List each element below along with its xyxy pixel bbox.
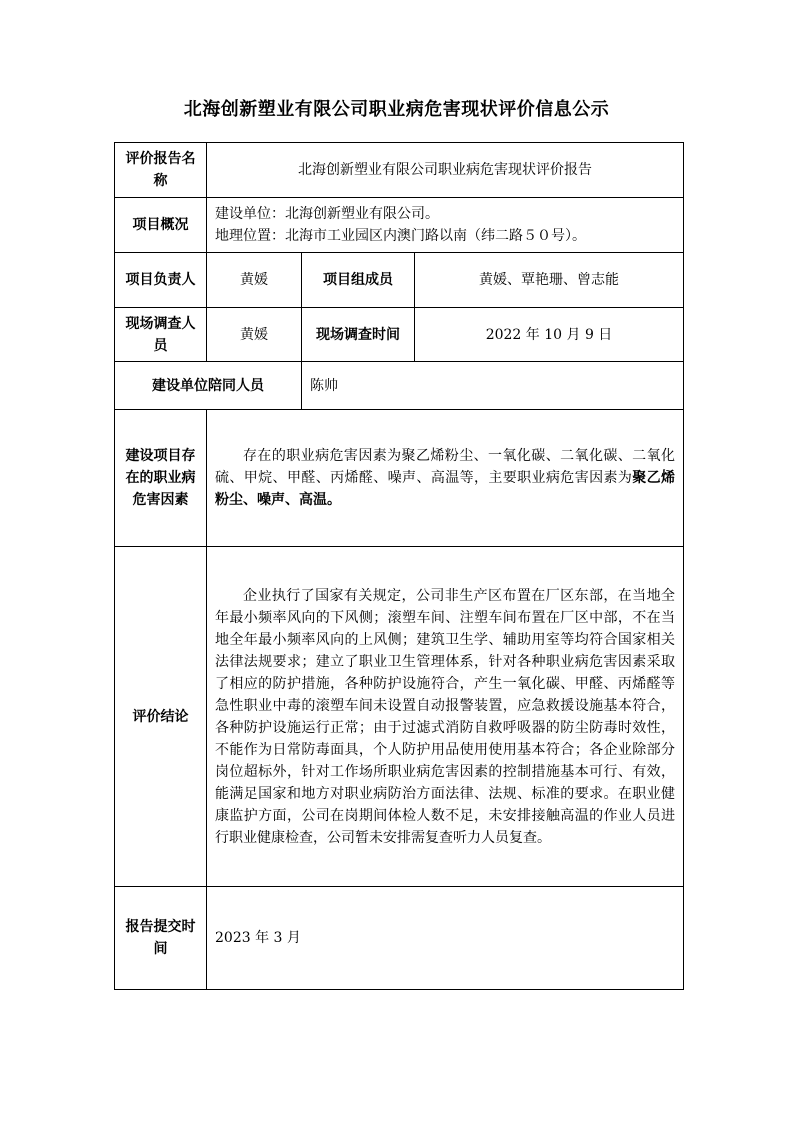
escort-label: 建设单位陪同人员 bbox=[115, 362, 302, 410]
row-overview bbox=[115, 198, 684, 253]
members-value: 黄媛、覃艳珊、曾志能 bbox=[415, 253, 684, 308]
row-hazards bbox=[115, 410, 684, 547]
overview-value bbox=[207, 198, 684, 253]
overview-line-1: 建设单位：北海创新塑业有限公司。 bbox=[215, 206, 439, 222]
report-name-label: 评价报告名称 bbox=[115, 143, 207, 198]
overview-line-2: 地理位置：北海市工业园区内澳门路以南（纬二路５０号）。 bbox=[215, 228, 586, 244]
row-submit bbox=[115, 887, 684, 990]
row-escort bbox=[115, 362, 684, 410]
row-survey bbox=[115, 308, 684, 362]
lead-label: 项目负责人 bbox=[115, 253, 207, 308]
members-label: 项目组成员 bbox=[302, 253, 415, 308]
hazards-main: 聚乙烯粉尘、噪声、高温。 bbox=[215, 470, 676, 508]
hazards-text: 存在的职业病危害因素为聚乙烯粉尘、一氧化碳、二氧化碳、二氧化硫、甲烷、甲醛、丙烯醛、噪声、高温等，主要职业病危害因素为 bbox=[215, 448, 676, 486]
page-title: 北海创新塑业有限公司职业病危害现状评价信息公示 bbox=[183, 99, 610, 120]
row-conclusion bbox=[115, 547, 684, 887]
lead-value: 黄媛 bbox=[207, 253, 302, 308]
survey-value: 黄媛 bbox=[207, 308, 302, 362]
conclusion-value: 企业执行了国家有关规定，公司非生产区布置在厂区东部，在当地全年最小频率风向的下风侧；滚塑车间、注塑车间布置在厂区中部，不在当地全年最小频率风向的上风侧；建筑卫生学、辅助用室等均符合国家相关法律法规要求；建立了职业卫生管理体系，针对各种职业病危害因素采取了相应的防护措施，各种防护设施符合，产生一氧化碳、甲醛、丙烯醛等急性职业中毒的滚塑车间未设置自动报警装置，应急救援设施基本符合，各种防护设施运行正常；由于过滤式消防自救呼吸器的防尘防毒时效性，不能作为日常防毒面具，个人防护用品使用使用基本符合；各企业除部分岗位超标外，针对工作场所职业病危害因素的控制措施基本可行、有效，能满足国家和地方对职业病防治方面法律、法规、标准的要求。在职业健康监护方面，公司在岗期间体检人数不足，未安排接触高温的作业人员进行职业健康检查，公司暂未安排需复查听力人员复查。 bbox=[207, 547, 684, 887]
row-report-name bbox=[115, 143, 684, 198]
row-project-lead bbox=[115, 253, 684, 308]
escort-value: 陈帅 bbox=[302, 362, 684, 410]
hazards-value bbox=[207, 410, 684, 547]
submit-value: 2023 年 3 月 bbox=[207, 887, 684, 990]
survey-time-label: 现场调查时间 bbox=[302, 308, 415, 362]
report-name-value: 北海创新塑业有限公司职业病危害现状评价报告 bbox=[207, 143, 684, 198]
hazards-label: 建设项目存在的职业病危害因素 bbox=[115, 410, 207, 547]
submit-label: 报告提交时间 bbox=[115, 887, 207, 990]
conclusion-label: 评价结论 bbox=[115, 547, 207, 887]
info-table bbox=[114, 142, 684, 990]
overview-label: 项目概况 bbox=[115, 198, 207, 253]
survey-label: 现场调查人员 bbox=[115, 308, 207, 362]
survey-time-value: 2022 年 10 月 9 日 bbox=[415, 308, 684, 362]
